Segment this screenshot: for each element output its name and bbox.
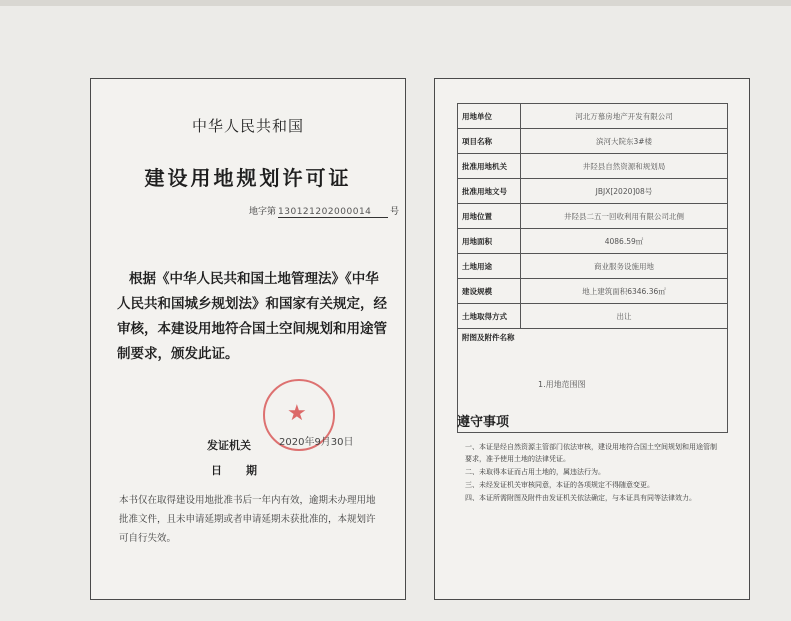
row-value: 井陉县自然资源和规划局 xyxy=(521,154,728,179)
table-row xyxy=(458,104,728,129)
row-label: 批准用地文号 xyxy=(458,179,521,204)
list-item: 三、未经发证机关审核同意，本证的各项规定不得随意变更。 xyxy=(465,481,654,489)
row-label: 土地用途 xyxy=(458,254,521,279)
row-value: 井陉县二五一回收利用有限公司北侧 xyxy=(521,204,728,229)
row-label: 用地单位 xyxy=(458,104,521,129)
list-item: 一、本证是经自然资源主管部门依法审核，建设用地符合国土空间规划和用途管制要求，准予使用土地的法律凭证。 xyxy=(465,443,717,463)
row-value: 滨河大院东3#楼 xyxy=(521,129,728,154)
table-row xyxy=(458,154,728,179)
row-value: 出让 xyxy=(521,304,728,329)
row-value: JBJX[2020]08号 xyxy=(521,179,728,204)
row-label: 土地取得方式 xyxy=(458,304,521,329)
table-row xyxy=(458,229,728,254)
certificate-left-page xyxy=(90,78,406,600)
row-value: 地上建筑面积6346.36㎡ xyxy=(521,279,728,304)
notes-title: 遵守事项 xyxy=(457,415,510,430)
certificate-right-page xyxy=(434,78,750,600)
table-row xyxy=(458,129,728,154)
issuer-label: 发证机关 xyxy=(207,439,251,452)
certificate-number xyxy=(249,204,399,218)
row-label: 用地位置 xyxy=(458,204,521,229)
certificate-number-label: 地字第 xyxy=(249,207,277,217)
row-label: 建设规模 xyxy=(458,279,521,304)
certificate-number-suffix: 号 xyxy=(390,207,400,217)
attachments-label: 附图及附件名称 xyxy=(462,333,515,342)
validity-notice: 本书仅在取得建设用地批准书后一年内有效，逾期未办理用地批准文件，且未申请延期或者申请延期未获批准的，本规划许可自行失效。 xyxy=(119,495,376,544)
certificate-number-value: 130121202000014 xyxy=(278,207,388,218)
notes-list xyxy=(465,441,721,505)
row-value: 4086.59㎡ xyxy=(521,229,728,254)
row-label: 用地面积 xyxy=(458,229,521,254)
row-value: 河北万慕房地产开发有限公司 xyxy=(521,104,728,129)
table-row xyxy=(458,204,728,229)
list-item: 四、本证所需附图及附件由发证机关依法确定，与本证具有同等法律效力。 xyxy=(465,494,696,502)
table-row xyxy=(458,179,728,204)
table-row xyxy=(458,304,728,329)
seal-star-icon: ★ xyxy=(287,401,307,426)
table-row xyxy=(458,254,728,279)
table-row xyxy=(458,279,728,304)
scan-edge xyxy=(0,0,791,6)
date-label: 日期 xyxy=(211,464,281,477)
country-name: 中华人民共和国 xyxy=(191,117,304,135)
certificate-body: 根据《中华人民共和国土地管理法》《中华人民共和国城乡规划法》和国家有关规定，经审核，本建设用地符合国土空间规划和用途管制要求，颁发此证。 xyxy=(117,271,387,362)
row-label: 项目名称 xyxy=(458,129,521,154)
attachment-item: 1.用地范围图 xyxy=(538,380,586,389)
info-table xyxy=(457,103,728,433)
list-item: 二、未取得本证而占用土地的，属违法行为。 xyxy=(465,468,605,476)
row-label: 批准用地机关 xyxy=(458,154,521,179)
row-value: 商业服务设施用地 xyxy=(521,254,728,279)
issue-date: 2020年9月30日 xyxy=(279,437,354,448)
certificate-title: 建设用地规划许可证 xyxy=(144,166,352,190)
